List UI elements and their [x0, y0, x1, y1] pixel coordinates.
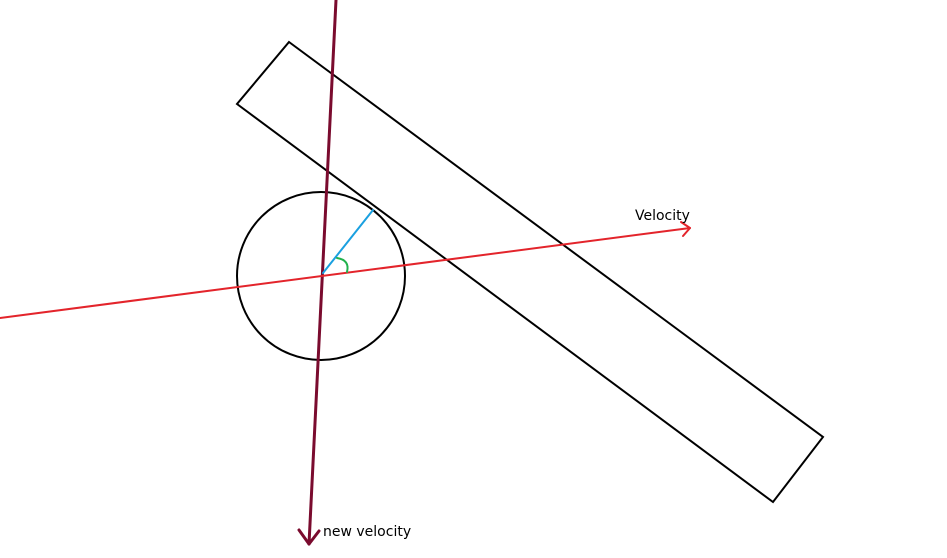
new-velocity-label: new velocity	[323, 524, 412, 540]
normal-line	[323, 210, 373, 273]
velocity-line	[0, 228, 690, 318]
angle-marker	[337, 258, 348, 272]
velocity-label: Velocity	[635, 208, 690, 224]
new-velocity-line	[309, 0, 336, 544]
